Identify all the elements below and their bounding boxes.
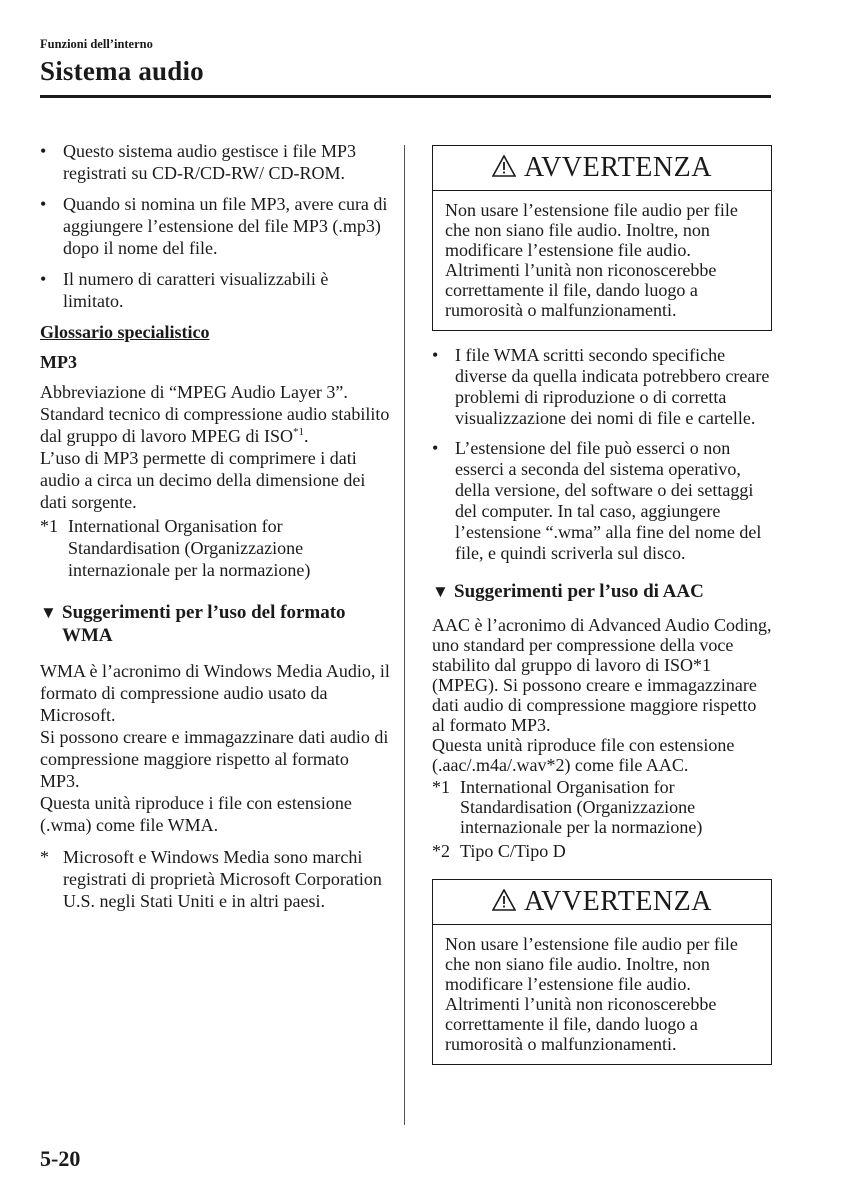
footnote-mark: *2 [432, 841, 450, 861]
footnote-mark: *1 [40, 516, 58, 536]
footnote [432, 841, 772, 861]
section-heading-text: Suggerimenti per l’uso di AAC [454, 581, 704, 602]
bullet-text: L’estensione del file può esserci o non esserci a seconda del sistema operativo, della versione, del software o dei settaggi del computer. In tal caso, aggiungere l’estensione “.wma” alla fine del nome del file, e quindi scriverla sul disco. [455, 438, 762, 563]
warning-title: AVVERTENZA [524, 152, 712, 183]
list-item [432, 438, 772, 564]
warning-triangle-icon [492, 889, 516, 915]
warning-header [433, 880, 771, 925]
list-item [432, 345, 772, 429]
wma-paragraph: Questa unità riproduce i file con estensione (.wma) come file WMA. [40, 793, 352, 835]
glossary-term: MP3 [40, 352, 77, 372]
list-item [40, 140, 390, 184]
warning-text: Non usare l’estensione file audio per file che non siano file audio. Inoltre, non modificare l’estensione file audio. Altrimenti l’unità non riconoscerebbe correttamente il file, dando luogo a rumorosità o malfunzionamenti. [445, 934, 738, 1054]
section-heading-aac [432, 580, 772, 603]
page-number: 5-20 [40, 1146, 81, 1171]
warning-header [433, 146, 771, 191]
warning-title: AVVERTENZA [524, 886, 712, 917]
section-heading-wma [40, 601, 390, 647]
aac-paragraph: Questa unità riproduce file con estensione (.aac/.m4a/.wav*2) come file AAC. [432, 735, 735, 775]
footnote-text: Tipo C/Tipo D [460, 841, 566, 861]
mp3-text-1: Abbreviazione di “MPEG Audio Layer 3”. Standard tecnico di compressione audio stabilito dal gruppo di lavoro MPEG di ISO [40, 382, 390, 446]
footnote-ref: *1 [292, 426, 304, 438]
bullet-text: Quando si nomina un file MP3, avere cura di aggiungere l’estensione del file MP3 (.mp3) dopo il nome del file. [63, 194, 388, 258]
list-item [40, 193, 390, 259]
wma-paragraph: Si possono creare e immagazzinare dati audio di compressione maggiore rispetto al formato MP3. [40, 727, 389, 791]
wma-description [40, 660, 390, 836]
bullet-dot-icon: • [40, 269, 47, 289]
aac-paragraph: AAC è l’acronimo di Advanced Audio Coding, uno standard per compressione della voce stabilito dal gruppo di lavoro di ISO*1 (MPEG). Si possono creare e immagazzinare dati audio di compressione maggiore rispetto al formato MP3. [432, 615, 772, 735]
list-item [40, 268, 390, 312]
bullet-dot-icon: • [432, 438, 439, 458]
footnote-text: International Organisation for Standardisation (Organizzazione internazionale per la normazione) [460, 777, 703, 837]
triangle-down-icon: ▼ [40, 603, 57, 622]
section-name: Funzioni dell’interno [40, 37, 153, 51]
mp3-text-2: L’uso di MP3 permette di comprimere i dati audio a circa un decimo della dimensione dei dati sorgente. [40, 448, 366, 512]
warning-box [432, 145, 772, 331]
trademark-note [40, 846, 390, 912]
bullet-dot-icon: • [40, 194, 47, 214]
trademark-text: Microsoft e Windows Media sono marchi registrati di proprietà Microsoft Corporation U.S. negli Stati Uniti e in altri paesi. [63, 847, 382, 911]
aac-description [432, 615, 772, 775]
left-column [40, 140, 390, 912]
page-title: Sistema audio [40, 56, 204, 86]
wma-paragraph: WMA è l’acronimo di Windows Media Audio, il formato di compressione audio usato da Microsoft. [40, 661, 390, 725]
footnote-text: International Organisation for Standardisation (Organizzazione internazionale per la normazione) [68, 516, 311, 580]
right-column [432, 145, 772, 1065]
footnote-mark: *1 [432, 777, 450, 797]
column-divider [404, 145, 405, 1125]
glossary-title: Glossario specialistico [40, 322, 210, 342]
bullet-dot-icon: • [432, 345, 439, 365]
footnote [432, 777, 772, 837]
bullet-dot-icon: • [40, 141, 47, 161]
warning-box [432, 879, 772, 1065]
section-heading-text: Suggerimenti per l’uso del formato WMA [62, 602, 346, 646]
triangle-down-icon: ▼ [432, 582, 449, 601]
star-mark: * [40, 847, 49, 867]
header-divider [40, 95, 771, 98]
bullet-text: I file WMA scritti secondo specifiche diverse da quella indicata potrebbero creare problemi di riproduzione o di corretta visualizzazione dei nomi di file e cartelle. [455, 345, 770, 428]
bullet-text: Il numero di caratteri visualizzabili è limitato. [63, 269, 329, 311]
mp3-definition [40, 381, 390, 513]
footnote [40, 515, 390, 581]
mp3-text-1-end: . [303, 426, 309, 446]
warning-text: Non usare l’estensione file audio per file che non siano file audio. Inoltre, non modificare l’estensione file audio. Altrimenti l’unità non riconoscerebbe correttamente il file, dando luogo a rumorosità o malfunzionamenti. [445, 200, 738, 320]
warning-triangle-icon [492, 155, 516, 181]
bullet-text: Questo sistema audio gestisce i file MP3 registrati su CD-R/CD-RW/ CD-ROM. [63, 141, 356, 183]
